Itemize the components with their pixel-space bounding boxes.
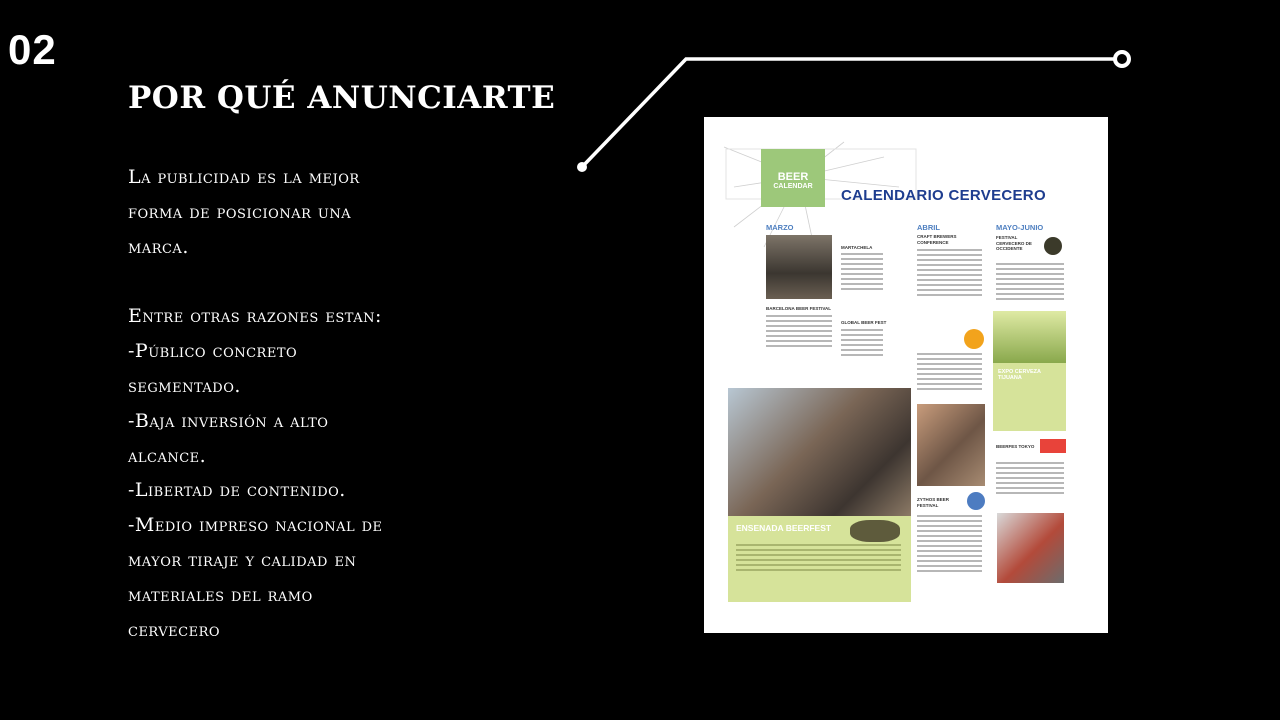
reason-line: -Medio impreso nacional de bbox=[128, 514, 383, 537]
tokyo-photo bbox=[997, 513, 1064, 583]
ensenada-logo bbox=[850, 520, 900, 542]
ensenada-box: ENSENADA BEERFEST bbox=[728, 516, 911, 602]
expo-cerveza-poster bbox=[993, 311, 1066, 363]
reason-line: Entre otras razones estan: bbox=[128, 305, 382, 328]
intro-line: forma de posicionar una bbox=[128, 200, 352, 223]
festival-crowd-photo bbox=[766, 235, 832, 299]
zythos-logo bbox=[967, 492, 985, 510]
reason-line: alcance. bbox=[128, 444, 207, 467]
gastrocervecero-logo bbox=[964, 329, 984, 349]
people-photo bbox=[917, 404, 985, 486]
event-name: GLOBAL BEER FEST bbox=[841, 320, 887, 325]
reason-line: mayor tiraje y calidad en bbox=[128, 548, 357, 571]
beer-calendar-badge: BEER CALENDAR bbox=[761, 149, 825, 207]
event-text bbox=[841, 329, 883, 359]
event-name: CRAFT BREWERS CONFERENCE bbox=[917, 234, 957, 245]
expo-cerveza-box: EXPO CERVEZA TIJUANA bbox=[993, 363, 1066, 431]
reason-line: segmentado. bbox=[128, 374, 241, 397]
event-text bbox=[917, 353, 982, 393]
event-name: BEERFES TOKYO bbox=[996, 444, 1035, 449]
reason-line: -Libertad de contenido. bbox=[128, 479, 346, 502]
magazine-page-image: BEER CALENDAR CALENDARIO CERVECERO MARZO ABRIL MAYO-JUNIO BARCELONA BEER FESTIVAL MARTACHELA GLOBAL BEER FEST CRAFT BREWERS CONFERENCE ZYTHOS BEER FESTIVAL FESTIVAL CERVECERO DE OCCIDENTE EXPO CERVEZA TIJUANA BEERFES TOKYO ENSENADA BEERFEST bbox=[704, 117, 1108, 633]
beerfes-logo bbox=[1040, 439, 1066, 453]
event-text bbox=[841, 253, 883, 293]
reason-line: -Baja inversión a alto bbox=[128, 409, 329, 432]
event-name: BARCELONA BEER FESTIVAL bbox=[766, 306, 832, 311]
festival-occidente-logo bbox=[1044, 237, 1062, 255]
event-text bbox=[996, 462, 1064, 497]
slide-number: 02 bbox=[8, 26, 57, 73]
month-mayo-junio: MAYO-JUNIO bbox=[996, 223, 1044, 232]
event-text bbox=[917, 515, 982, 575]
month-marzo: MARZO bbox=[766, 223, 794, 232]
event-text bbox=[996, 263, 1064, 303]
intro-line: La publicidad es la mejor bbox=[128, 166, 360, 188]
intro-line: marca. bbox=[128, 235, 189, 258]
beerfest-crowd-photo bbox=[728, 388, 911, 516]
event-text bbox=[766, 315, 832, 350]
magazine-title: CALENDARIO CERVECERO bbox=[841, 187, 1046, 204]
month-abril: ABRIL bbox=[917, 223, 940, 232]
event-name: FESTIVAL CERVECERO DE OCCIDENTE bbox=[996, 235, 1032, 251]
event-text bbox=[917, 249, 982, 299]
reason-line: cervecero bbox=[128, 618, 221, 641]
slide-title: POR QUÉ ANUNCIARTE bbox=[128, 80, 556, 116]
reason-line: materiales del ramo bbox=[128, 583, 313, 606]
event-name: ZYTHOS BEER FESTIVAL bbox=[917, 497, 950, 508]
reason-line: -Público concreto bbox=[128, 340, 298, 363]
